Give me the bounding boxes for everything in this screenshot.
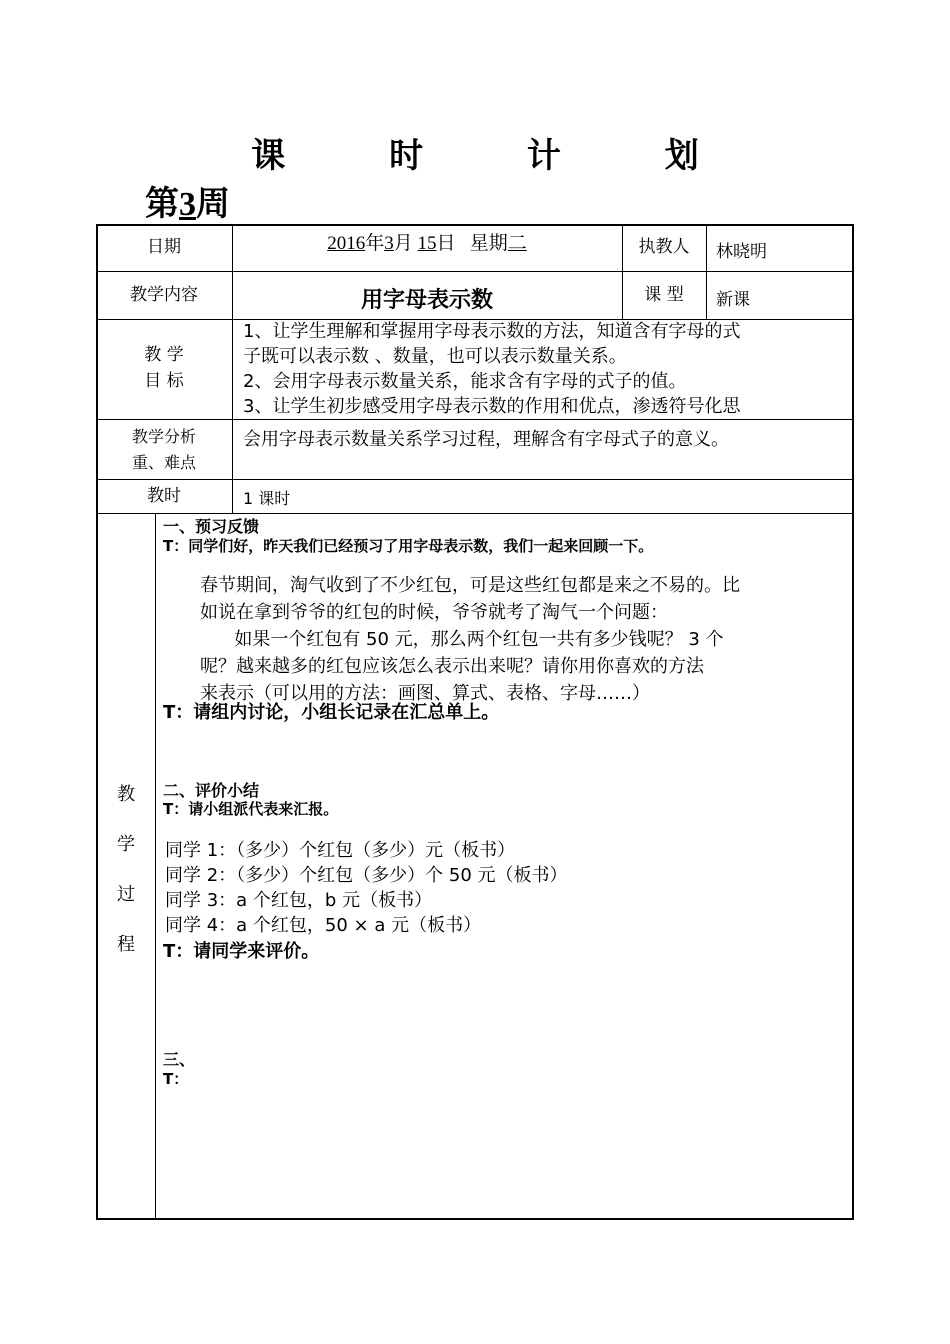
goals-label (96, 342, 232, 394)
goal-line: 子既可以表示数 、数量，也可以表示数量关系。 (243, 346, 627, 367)
story-line: 如果一个红包有 50 元，那么两个红包一共有多少钱呢？ 3 个 (200, 629, 724, 650)
goals-label-line-1: 教 学 (144, 345, 184, 365)
goals-label-line-2: 目 标 (144, 371, 184, 391)
lesson-type-label: 课 型 (644, 285, 684, 305)
goal-line: 2、会用字母表示数量关系，能求含有字母的式子的值。 (243, 371, 687, 392)
week-heading (145, 176, 230, 225)
column-divider (706, 224, 707, 319)
lesson-topic: 用字母表示数 (360, 288, 493, 313)
content-label: 教学内容 (130, 285, 198, 305)
teacher-name: 林晓明 (716, 242, 767, 262)
analysis-label-line-1: 教学分析 (131, 427, 196, 446)
story-line: 如说在拿到爷爷的红包的时候，爷爷就考了淘气一个问题： (200, 602, 668, 623)
date-year: 2016 (327, 233, 366, 254)
week-suffix: 周 (196, 184, 230, 224)
process-label-char: 过 (117, 884, 135, 905)
week-prefix: 第 (145, 184, 179, 224)
student-answer: 同学 4：a 个红包，50 × a 元（板书） (165, 915, 482, 936)
analysis-text: 会用字母表示数量关系学习过程，理解含有字母式子的意义。 (243, 429, 729, 450)
process-label-char: 教 (117, 784, 135, 805)
section-1-discussion: T：请组内讨论，小组长记录在汇总单上。 (163, 702, 500, 723)
year-unit: 年 (365, 233, 385, 254)
section-2-teacher-line: T：请小组派代表来汇报。 (163, 800, 339, 818)
teacher-label: 执教人 (638, 237, 690, 257)
story-paragraph (200, 572, 848, 707)
row-divider (96, 419, 854, 420)
column-divider (155, 513, 156, 1219)
row-divider (96, 271, 854, 272)
date-value (232, 228, 622, 255)
student-answer: 同学 3：a 个红包，b 元（板书） (165, 890, 433, 911)
process-label-char: 程 (117, 934, 135, 955)
story-line: 呢？越来越多的红包应该怎么表示出来呢？请你用你喜欢的方法 (200, 656, 704, 677)
goal-line: 3、让学生初步感受用字母表示数的作用和优点，渗透符号化思 (243, 396, 741, 417)
day-unit: 日 (436, 233, 456, 254)
row-divider (96, 479, 854, 480)
section-3-title: 三、 (163, 1050, 196, 1069)
section-3-teacher-line: T： (163, 1070, 189, 1088)
goal-line: 1、让学生理解和掌握用字母表示数的方法，知道含有字母的式 (243, 321, 741, 342)
date-day: 15 (417, 233, 437, 254)
student-answer: 同学 2：（多少）个红包（多少）个 50 元（板书） (165, 865, 568, 886)
section-2-title: 二、评价小结 (163, 781, 260, 800)
week-number: 3 (179, 186, 196, 223)
date-label: 日期 (147, 237, 181, 257)
month-unit: 月 (393, 233, 413, 254)
process-label-char: 学 (117, 834, 135, 855)
story-line: 来表示（可以用的方法：画图、算式、表格、字母……） (200, 683, 650, 704)
date-weekday: 二 (507, 233, 527, 254)
weekday-label: 星期 (469, 233, 508, 254)
section-2-evaluation: T：请同学来评价。 (163, 941, 320, 962)
section-1-teacher-line: T：同学们好，昨天我们已经预习了用字母表示数，我们一起来回顾一下。 (163, 537, 654, 555)
hours-value: 1 课时 (243, 489, 291, 508)
analysis-label-line-2: 重、难点 (131, 453, 196, 472)
story-line: 春节期间，淘气收到了不少红包，可是这些红包都是来之不易的。比 (200, 575, 740, 596)
date-month: 3 (384, 233, 394, 254)
lesson-type: 新课 (716, 290, 750, 310)
student-answer: 同学 1：（多少）个红包（多少）元（板书） (165, 840, 516, 861)
teaching-goals (243, 319, 848, 419)
page-title: 课 时 计 划 (251, 136, 745, 176)
section-1-title: 一、预习反馈 (163, 517, 260, 536)
analysis-label (96, 424, 232, 476)
column-divider (232, 224, 233, 513)
hours-label: 教时 (147, 486, 181, 506)
